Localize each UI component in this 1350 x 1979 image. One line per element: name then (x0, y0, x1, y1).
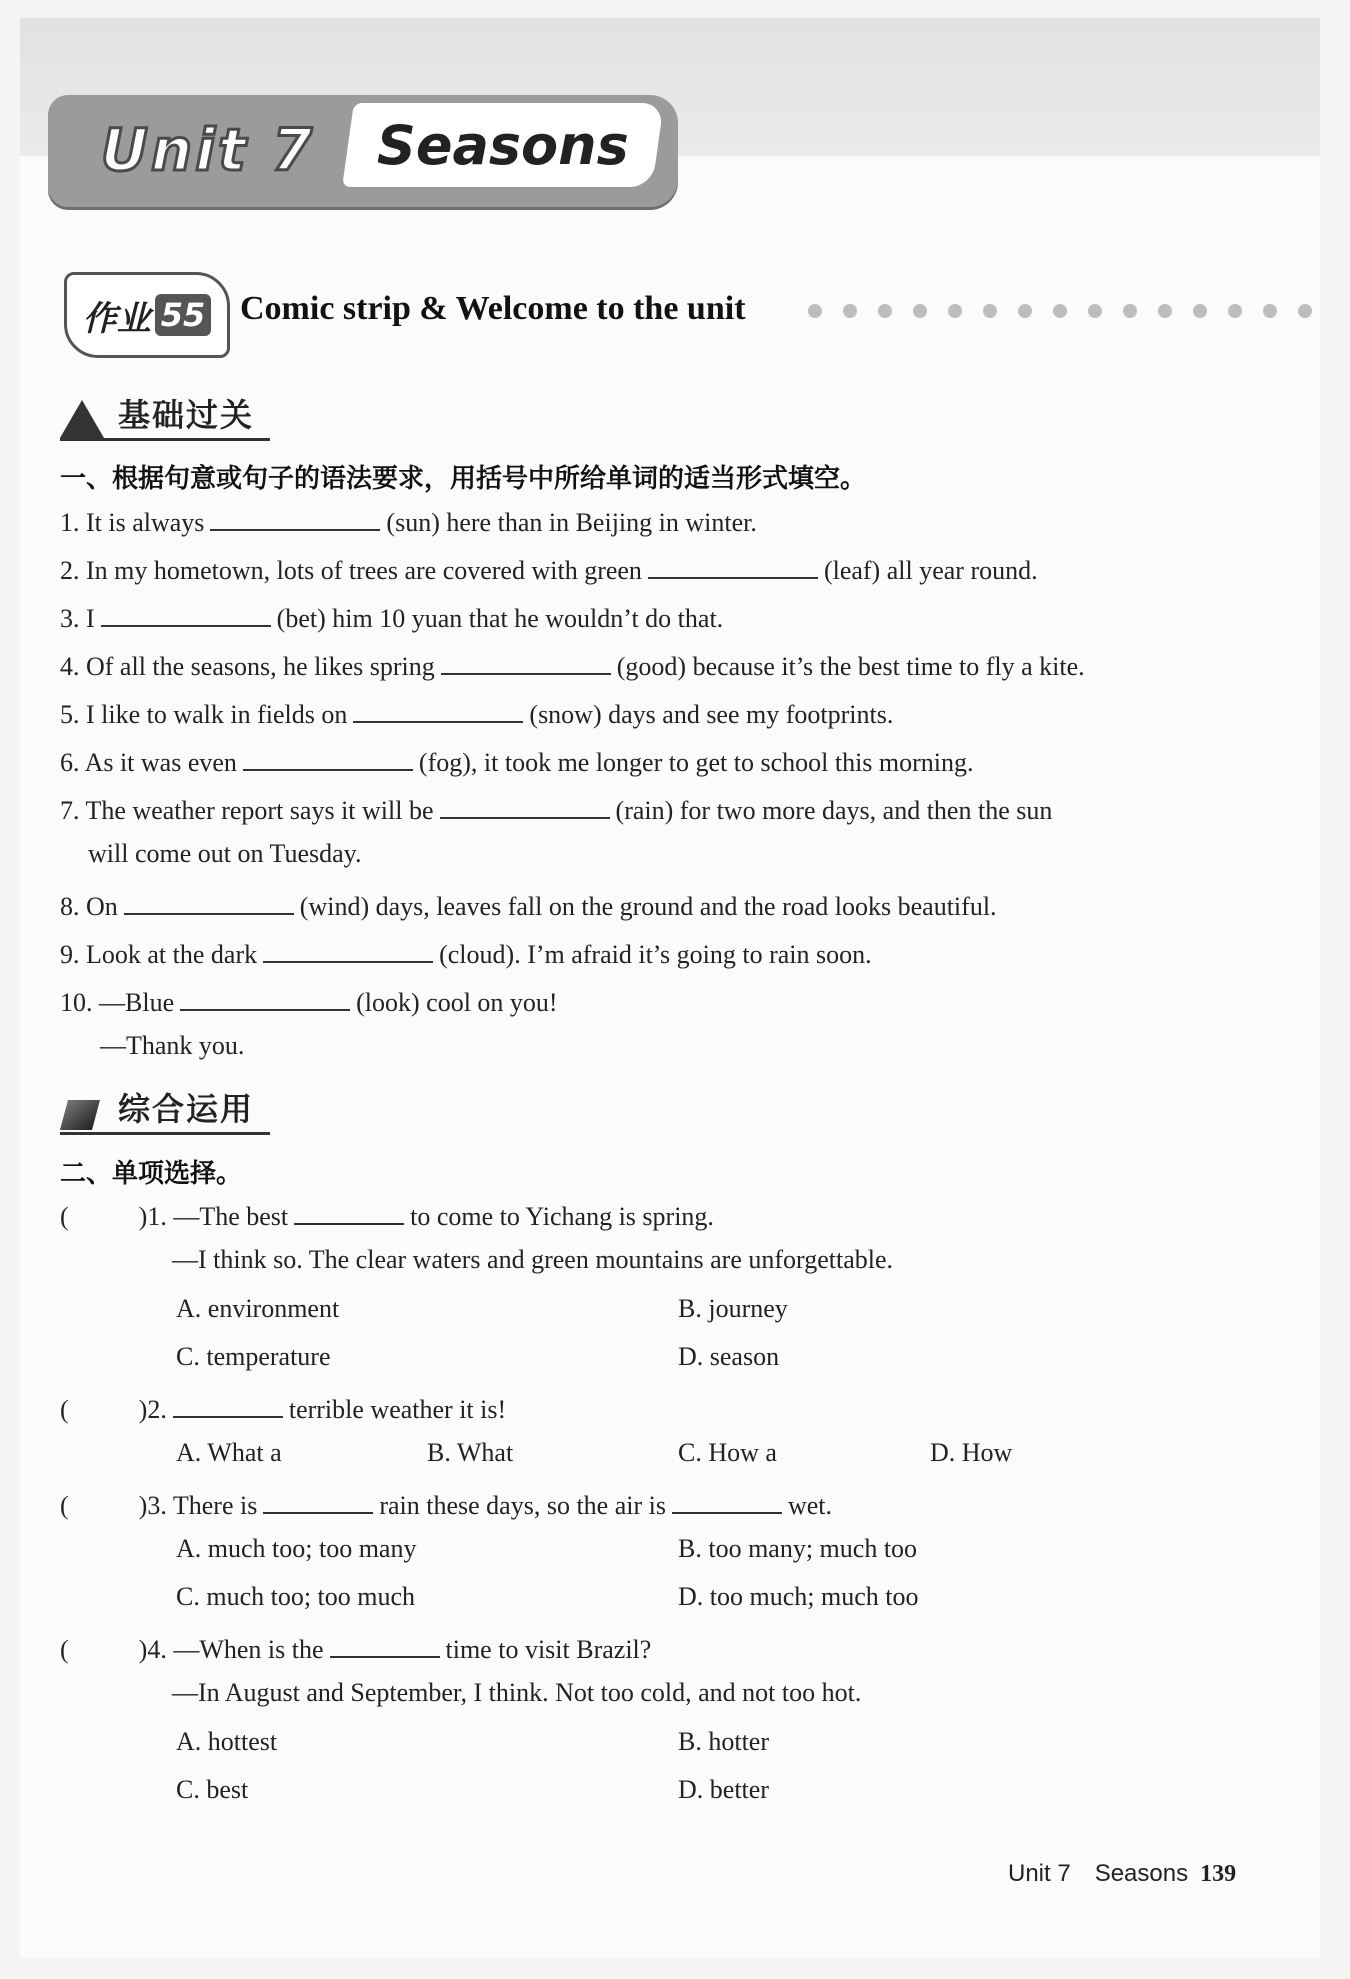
option-d[interactable]: D. season (678, 1342, 780, 1371)
mc-question-3: ( )3. There is rain these days, so the air is wet. (60, 1486, 832, 1521)
homework-badge (64, 272, 230, 358)
answer-blank[interactable] (263, 935, 433, 963)
answer-blank[interactable] (210, 503, 380, 531)
unit-banner (48, 95, 678, 207)
option-a[interactable]: A. environment (176, 1294, 340, 1323)
section-heading-text: 基础过关 (118, 396, 255, 434)
answer-blank[interactable] (173, 1390, 283, 1418)
option-d[interactable]: D. How (930, 1438, 1013, 1467)
option-b[interactable]: B. journey (678, 1294, 788, 1323)
fill-item-8: 8. On (wind) days, leaves fall on the ground and the road looks beautiful. (60, 887, 997, 922)
answer-blank[interactable] (124, 887, 294, 915)
fill-item-9: 9. Look at the dark (cloud). I’m afraid it’s going to rain soon. (60, 935, 872, 970)
option-c[interactable]: C. temperature (176, 1342, 331, 1371)
fill-item-10: 10. —Blue (look) cool on you! (60, 983, 558, 1018)
mc-question-1-reply: —I think so. The clear waters and green mountains are unforgettable. (172, 1245, 894, 1274)
answer-blank[interactable] (263, 1486, 373, 1514)
answer-blank[interactable] (648, 551, 818, 579)
option-a[interactable]: A. hottest (176, 1727, 278, 1756)
section-heading-basics (60, 388, 270, 441)
mc-question-4: ( )4. —When is the time to visit Brazil? (60, 1630, 651, 1665)
fill-item-10-reply: —Thank you. (100, 1031, 245, 1060)
mc-question-4-reply: —In August and September, I think. Not too cold, and not too hot. (172, 1678, 862, 1707)
option-d[interactable]: D. too much; much too (678, 1582, 919, 1611)
answer-blank[interactable] (440, 791, 610, 819)
section-heading-text: 综合运用 (118, 1090, 255, 1128)
fill-item-3: 3. I (bet) him 10 yuan that he wouldn’t do that. (60, 599, 723, 634)
unit-label: Unit 7 (100, 116, 316, 184)
answer-blank[interactable] (101, 599, 271, 627)
option-c[interactable]: C. best (176, 1775, 249, 1804)
fill-item-7-cont: will come out on Tuesday. (88, 839, 362, 868)
homework-number: 55 (155, 294, 212, 336)
fill-item-2: 2. In my hometown, lots of trees are covered with green (leaf) all year round. (60, 551, 1038, 586)
answer-blank[interactable] (180, 983, 350, 1011)
footer-unit: Unit 7 (1008, 1860, 1071, 1887)
mc-question-2: ( )2. terrible weather it is! (60, 1390, 506, 1425)
page-number: 139 (1200, 1861, 1237, 1887)
fill-item-5: 5. I like to walk in fields on (snow) days and see my footprints. (60, 695, 893, 730)
unit-title-box (342, 103, 664, 187)
page-footer (1008, 1860, 1236, 1888)
fill-item-4: 4. Of all the seasons, he likes spring (good) because it’s the best time to fly a kite. (60, 647, 1085, 682)
option-d[interactable]: D. better (678, 1775, 769, 1804)
option-b[interactable]: B. too many; much too (678, 1534, 918, 1563)
block-icon (60, 1100, 100, 1130)
fill-item-6: 6. As it was even (fog), it took me longer to get to school this morning. (60, 743, 974, 778)
unit-title: Seasons (377, 113, 629, 177)
answer-blank[interactable] (353, 695, 523, 723)
answer-blank[interactable] (672, 1486, 782, 1514)
mountain-icon (60, 400, 104, 438)
fill-item-1: 1. It is always (sun) here than in Beijing in winter. (60, 503, 757, 538)
answer-blank[interactable] (441, 647, 611, 675)
footer-title: Seasons (1094, 1860, 1189, 1887)
answer-blank[interactable] (294, 1197, 404, 1225)
option-a[interactable]: A. much too; too many (176, 1534, 417, 1563)
dot-divider (808, 304, 1312, 318)
instruction-2: 二、单项选择。 (60, 1159, 243, 1189)
homework-label: 作业 (82, 298, 151, 339)
homework-title: Comic strip & Welcome to the unit (240, 290, 746, 327)
option-b[interactable]: B. hotter (678, 1727, 769, 1756)
mc-question-1: ( )1. —The best to come to Yichang is spring. (60, 1197, 714, 1232)
answer-blank[interactable] (330, 1630, 440, 1658)
instruction-1: 一、根据句意或句子的语法要求，用括号中所给单词的适当形式填空。 (60, 464, 867, 494)
option-c[interactable]: C. How a (678, 1438, 777, 1467)
option-a[interactable]: A. What a (176, 1438, 282, 1467)
option-b[interactable]: B. What (427, 1438, 514, 1467)
fill-item-7: 7. The weather report says it will be (rain) for two more days, and then the sun (60, 791, 1052, 826)
section-heading-practice (60, 1082, 270, 1135)
answer-blank[interactable] (243, 743, 413, 771)
option-c[interactable]: C. much too; too much (176, 1582, 416, 1611)
